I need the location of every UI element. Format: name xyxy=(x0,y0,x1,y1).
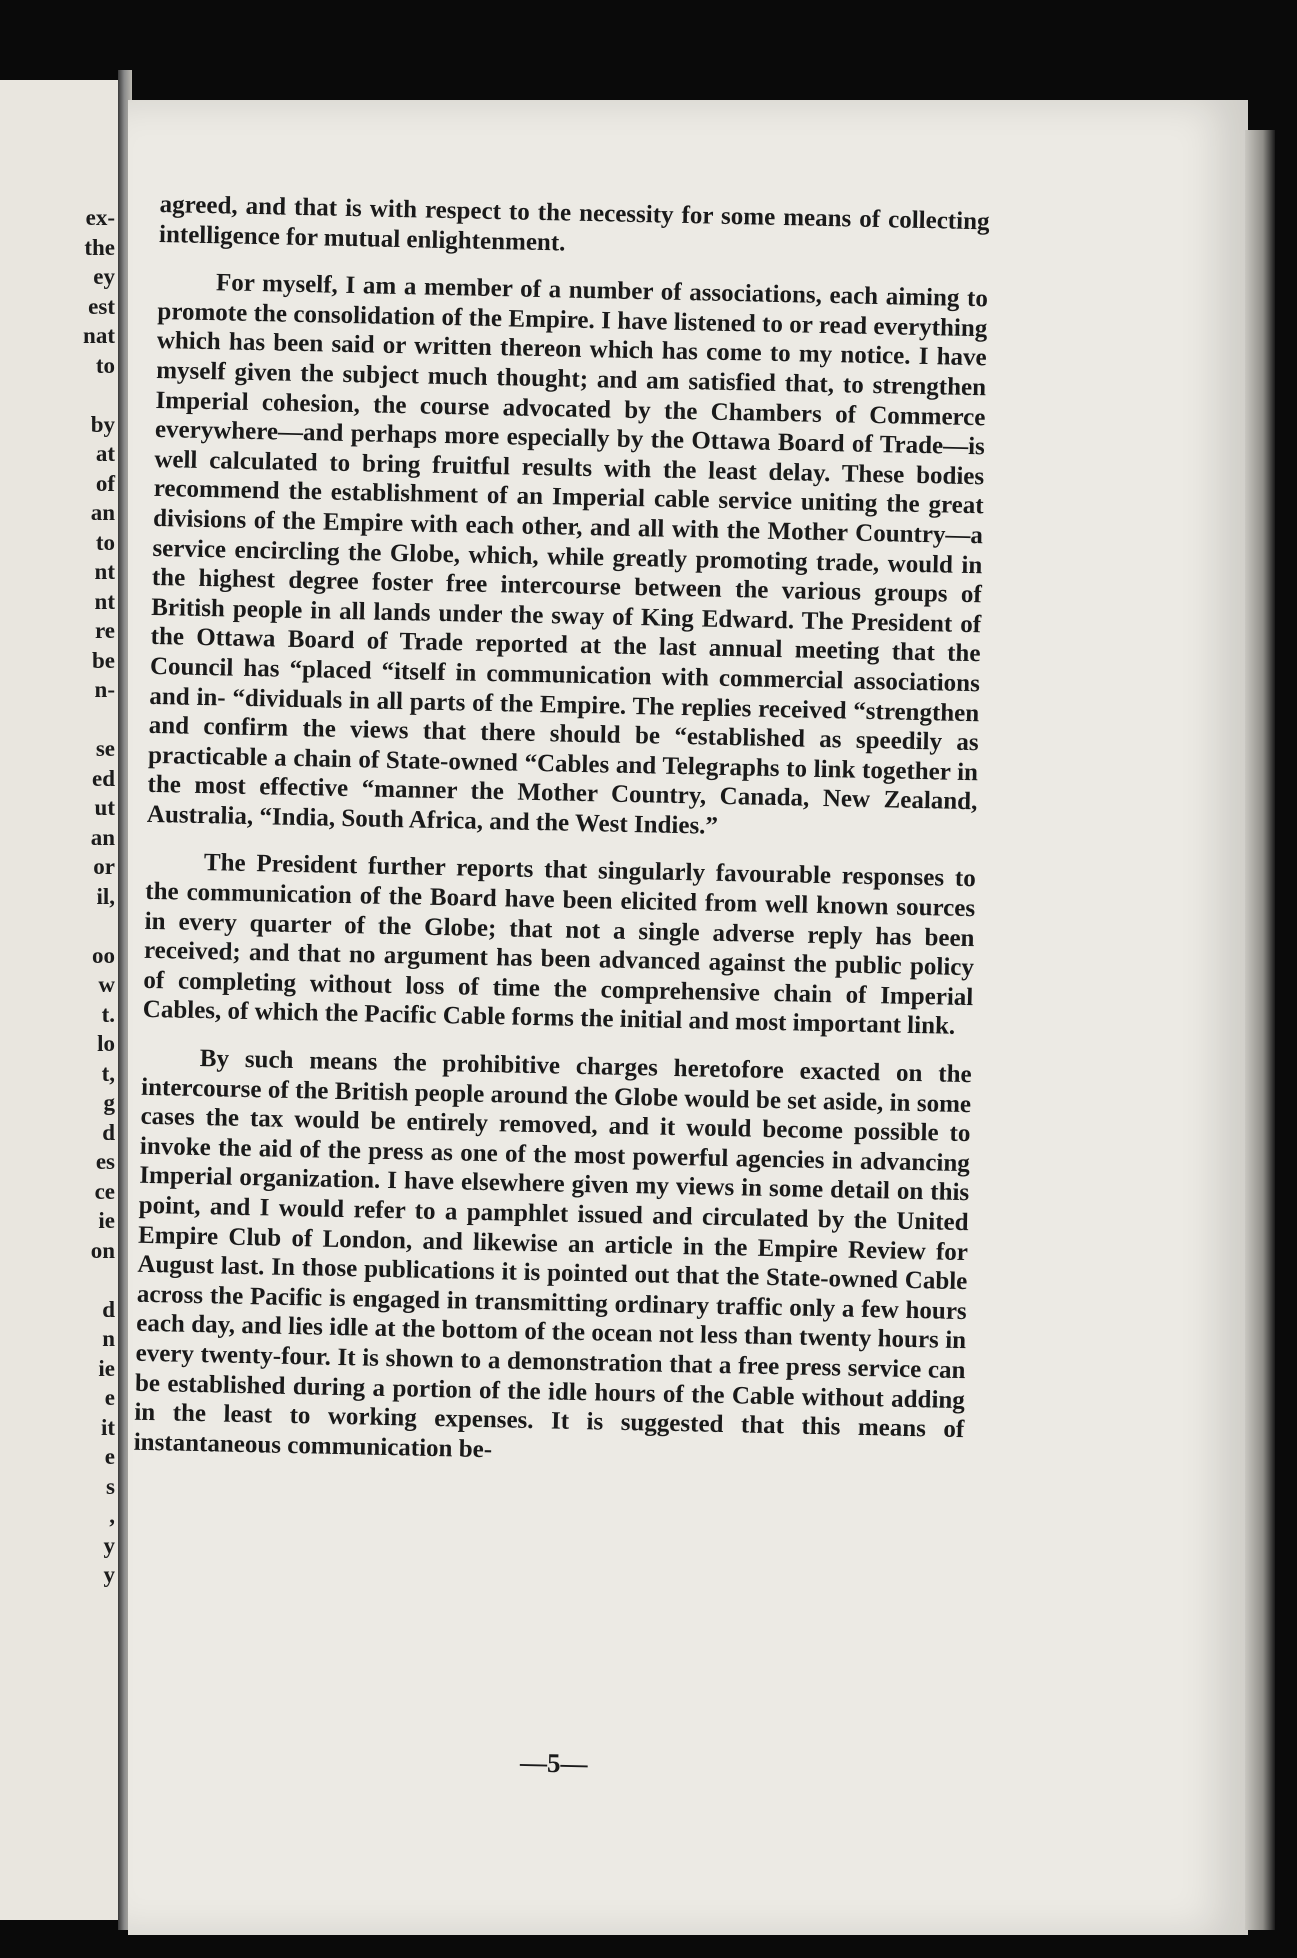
left-page-fragment: g xyxy=(103,1090,115,1115)
left-page-text-fragments xyxy=(83,203,115,1590)
left-page-fragment: ie xyxy=(98,1355,115,1381)
left-page-fragment: oo xyxy=(92,942,115,968)
left-page-fragment: at xyxy=(95,441,115,466)
left-page-fragment: or xyxy=(93,854,115,879)
left-page-fragment: n xyxy=(102,1326,115,1351)
left-page-fragment: the xyxy=(84,234,115,260)
left-page-fragment: n- xyxy=(94,677,115,702)
paragraph: The President further reports that singularly favourable responses to the communication of the Board have been elicited from well known sources in every quarter of the Globe; that not a single adverse reply has been received; and that no argument has been advanced against the public policy of completing without loss of time the comprehensive chain of Imperial Cables, of which the Pacific Cable forms the initial and most important link. xyxy=(142,849,977,1041)
left-page-fragment: ce xyxy=(94,1178,115,1204)
left-page-fragment: t. xyxy=(101,1001,115,1027)
left-page-fragment: by xyxy=(90,411,115,437)
page-body xyxy=(133,190,990,1492)
left-page-fragment: w xyxy=(98,972,115,997)
left-page-fragment: y xyxy=(103,1562,115,1587)
left-page-fragment: nat xyxy=(83,323,115,348)
page-number: —5— xyxy=(519,1747,588,1779)
left-page-fragment: ut xyxy=(94,795,115,820)
left-page-fragment xyxy=(83,705,115,735)
left-page-fragment: est xyxy=(88,293,115,319)
paragraph: For myself, I am a member of a number of associations, each aiming to promote the consolidation of the Empire. I have listened to or read everything which has been said or written thereon which has come to my notice. I have myself given the subject much thought; and am satisfied that, to strengthen Imperial cohesion, the course advocated by the Chambers of Commerce everywhere—and perhaps more especially by the Ottawa Board of Trade—is well calculated to bring fruitful results with the least delay. These bodies recommend the establishment of an Imperial cable service uniting the great divisions of the Empire with each other, and all with the Mother Country—a service encircling the Globe, which, while greatly promoting trade, would in the highest degree foster free intercourse between the various groups of British people in all lands under the sway of King Edward. The President of the Ottawa Board of Trade reported at the last annual meeting that the Council has “placed “itself in communication with commercial associations and in- “dividuals in all parts of the Empire. The replies received “strengthen and confirm the views that there should be “established as speedily as practicable a chain of State-owned “Cables and Telegraphs to link together in the most effective “manner the Mother Country, Canada, New Zealand, Australia, “India, South Africa, and the West Indies.” xyxy=(146,269,989,840)
left-page-fragment: d xyxy=(102,1119,115,1145)
left-page-fragment: t, xyxy=(101,1060,115,1086)
left-page-fragment: be xyxy=(92,647,115,673)
left-page-fragment: it xyxy=(100,1414,115,1440)
left-page-fragment: s xyxy=(106,1473,115,1499)
left-page xyxy=(0,80,125,1920)
left-page-fragment: y xyxy=(103,1532,115,1558)
left-page-fragment: ie xyxy=(98,1208,115,1233)
left-page-fragment: e xyxy=(104,1444,115,1469)
left-page-fragment: re xyxy=(94,618,115,643)
paragraph: agreed, and that is with respect to the necessity for some means of collecting intelligence for mutual enlightenment. xyxy=(158,190,990,257)
left-page-fragment: nt xyxy=(94,559,115,584)
left-page-fragment: of xyxy=(95,470,115,496)
left-page-fragment: an xyxy=(90,500,115,525)
left-page-fragment: an xyxy=(90,824,115,850)
left-page-fragment: d xyxy=(102,1296,115,1322)
left-page-fragment: es xyxy=(95,1149,115,1174)
left-page-fragment: on xyxy=(90,1237,115,1263)
left-page-fragment: lo xyxy=(97,1031,115,1056)
paragraph: By such means the prohibitive charges heretofore exacted on the intercourse of the British people around the Globe would be set aside, in some cases the tax would be entirely removed, and it would become possible to invoke the aid of the press as one of the most powerful agencies in advancing Imperial organization. I have elsewhere given my views in some detail on this point, and I would refer to a pamphlet issued and circulated by the United Empire Club of London, and likewise an article in the Empire Review for August last. In those publications it is pointed out that the State-owned Cable across the Pacific is engaged in transmitting ordinary traffic only a few hours each day, and lies idle at the bottom of the ocean not less than twenty hours in every twenty-four. It is shown to a demonstration that a free press service can be established during a portion of the idle hours of the Cable without adding in the least to working expenses. It is suggested that this means of instantaneous communication be- xyxy=(133,1045,972,1463)
left-page-fragment xyxy=(83,1265,115,1295)
left-page-fragment: to xyxy=(95,352,115,378)
left-page-fragment xyxy=(83,380,115,410)
left-page-fragment xyxy=(83,911,115,941)
left-page-fragment: se xyxy=(95,736,115,761)
left-page-fragment: , xyxy=(109,1503,115,1528)
left-page-fragment: ed xyxy=(92,765,115,791)
left-page-fragment: e xyxy=(104,1385,115,1410)
left-page-fragment: ey xyxy=(93,264,115,289)
left-page-fragment: to xyxy=(95,529,115,555)
page-edge xyxy=(1245,130,1275,1930)
left-page-fragment: ex- xyxy=(85,205,115,230)
left-page-fragment: nt xyxy=(94,588,115,614)
left-page-fragment: il, xyxy=(96,883,115,909)
